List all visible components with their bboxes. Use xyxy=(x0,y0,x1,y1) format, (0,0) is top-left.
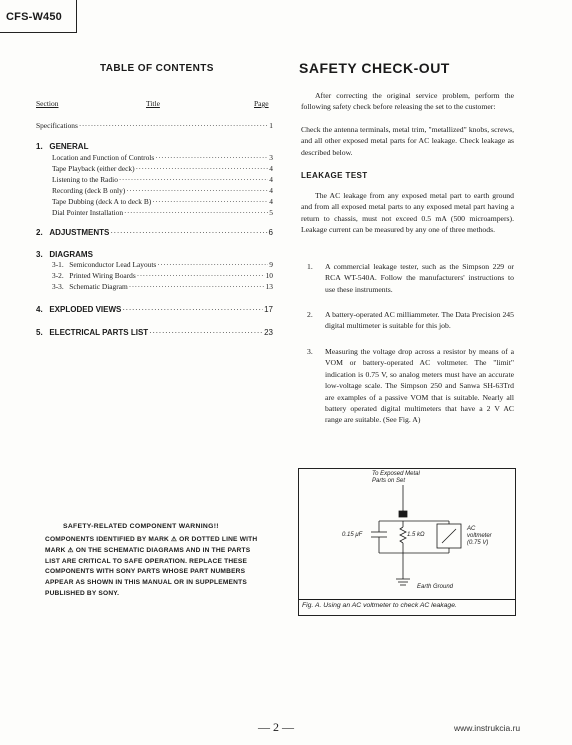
method-number: 2. xyxy=(307,310,313,319)
toc-entry-label: Dial Pointer Installation xyxy=(52,208,124,217)
resistor-label: 1.5 kΩ xyxy=(407,532,425,538)
method-text: A battery-operated AC milliammeter. The Data Precision 245 digital multimeter is suitable for this job. xyxy=(325,310,514,331)
toc-entry-page: 4 xyxy=(269,186,273,195)
toc-section-adjustments[interactable] xyxy=(36,227,273,238)
toc-entry-page: 3 xyxy=(269,153,273,162)
method-number: 3. xyxy=(307,347,313,356)
toc-entry-label: 3-3. Schematic Diagram xyxy=(52,282,128,291)
safety-warning-body: COMPONENTS IDENTIFIED BY MARK ⚠ OR DOTTED LINE WITH MARK ⚠ ON THE SCHEMATIC DIAGRAMS AND IN THE PARTS LIST ARE CRITICAL TO SAFE OPERATION. REPLACE THESE COMPONENTS WITH SONY PARTS WHOSE PART NUMBERS APPEAR AS SHOWN IN THIS MANUAL OR IN SUPPLEMENTS PUBLISHED BY SONY. xyxy=(45,536,258,597)
meter-label-3: (0.75 V) xyxy=(467,540,489,546)
toc-entry-label: Tape Dubbing (deck A to deck B) xyxy=(52,197,152,206)
toc-entry[interactable] xyxy=(52,259,273,270)
toc-entry[interactable] xyxy=(52,185,273,196)
toc-entry[interactable] xyxy=(52,207,273,218)
method-number: 1. xyxy=(307,262,313,271)
leakage-test-title: LEAKAGE TEST xyxy=(301,171,368,180)
toc-entry-page: 4 xyxy=(269,164,273,173)
toc-entry-page: 4 xyxy=(269,175,273,184)
toc-section-number: 5. xyxy=(36,328,43,337)
safety-intro: After correcting the original service problem, perform the following safety check before releasing the set to the customer: xyxy=(301,91,514,112)
toc-entry-specifications[interactable] xyxy=(36,120,273,131)
toc-title: TABLE OF CONTENTS xyxy=(100,63,214,74)
ground-label: Earth Ground xyxy=(417,584,454,590)
toc-entry-label: Specifications xyxy=(36,121,78,130)
figure-top-label-1: To Exposed Metal xyxy=(372,471,420,477)
method-text: A commercial leakage tester, such as the Simpson 229 or RCA WT-540A. Follow the manufacturers' instructions to use these instruments. xyxy=(325,262,514,294)
toc-entry-label: 3-2. Printed Wiring Boards xyxy=(52,271,136,280)
toc-entry[interactable] xyxy=(52,152,273,163)
figure-caption-divider xyxy=(299,599,515,600)
safety-warning-heading: SAFETY-RELATED COMPONENT WARNING!! xyxy=(63,523,219,530)
toc-section-title: GENERAL xyxy=(49,142,89,151)
meter-label-1: AC xyxy=(467,526,476,532)
toc-entry[interactable] xyxy=(52,163,273,174)
meter-label-2: voltmeter xyxy=(467,533,492,539)
toc-section-exploded-views[interactable] xyxy=(36,304,273,315)
toc-section-number: 3. xyxy=(36,250,43,259)
toc-entry-label: Listening to the Radio xyxy=(52,175,118,184)
toc-entry-label: Recording (deck B only) xyxy=(52,186,126,195)
toc-entry-page: 13 xyxy=(265,282,273,291)
toc-entry-page: 23 xyxy=(264,328,273,337)
capacitor-label: 0.15 μF xyxy=(342,532,363,538)
toc-section-number: 2. xyxy=(36,228,43,237)
toc-entry[interactable] xyxy=(52,196,273,207)
model-number: CFS-W450 xyxy=(6,11,62,23)
toc-entry[interactable] xyxy=(52,174,273,185)
safety-checkout-title: SAFETY CHECK-OUT xyxy=(299,60,450,76)
toc-entry-label: 3-1. Semiconductor Lead Layouts xyxy=(52,260,157,269)
toc-section-title: DIAGRAMS xyxy=(49,250,93,259)
figure-caption: Fig. A. Using an AC voltmeter to check AC leakage. xyxy=(302,602,457,609)
toc-entry[interactable] xyxy=(52,270,273,281)
toc-entry-page: 5 xyxy=(269,208,273,217)
toc-entry[interactable] xyxy=(52,281,273,292)
figure-a-box xyxy=(298,468,516,616)
toc-col-page: Page xyxy=(254,99,269,108)
safety-intro-2: Check the antenna terminals, metal trim, "metallized" knobs, screws, and all other exposed metal parts for AC leakage. Check leakage as described below. xyxy=(301,125,514,157)
toc-entry-page: 1 xyxy=(269,121,273,130)
toc-col-title: Title xyxy=(146,99,160,108)
toc-entry-page: 9 xyxy=(269,260,273,269)
toc-entry-label: Tape Playback (either deck) xyxy=(52,164,135,173)
toc-entry-page: 10 xyxy=(265,271,273,280)
watermark-url: www.instrukcia.ru xyxy=(454,723,521,733)
toc-section-title: ADJUSTMENTS xyxy=(49,228,110,237)
method-text: Measuring the voltage drop across a resistor by means of a VOM or battery-operated AC voltmeter. The "limit" indication is 0.75 V, so analog meters must have an accurate low-voltage scale. The Simpson 250 and Sanwa SH-63Trd are examples of a passive VOM that is suitable. Nearly all battery operated digital multimeters that have a 2 V AC range are suitable. (See Fig. A) xyxy=(325,347,514,425)
toc-section-title: EXPLODED VIEWS xyxy=(49,305,122,314)
toc-entry-page: 4 xyxy=(269,197,273,206)
toc-entry-label: Location and Function of Controls xyxy=(52,153,155,162)
leakage-test-body: The AC leakage from any exposed metal part to earth ground and from all exposed metal parts to any exposed metal part having a return to chassis, must not exceed 0.5 mA (500 microampers). Leakage current can be measured by any one of three methods. xyxy=(301,191,514,235)
toc-section-number: 4. xyxy=(36,305,43,314)
toc-entry-page: 6 xyxy=(268,228,273,237)
toc-section-electrical-parts-list[interactable] xyxy=(36,327,273,338)
toc-col-section: Section xyxy=(36,99,59,108)
figure-top-label-2: Parts on Set xyxy=(372,478,406,484)
toc-section-number: 1. xyxy=(36,142,43,151)
toc-section-diagrams[interactable] xyxy=(36,250,93,259)
toc-entry-page: 17 xyxy=(264,305,273,314)
page-number: — 2 — xyxy=(258,720,294,734)
toc-section-title: ELECTRICAL PARTS LIST xyxy=(49,328,149,337)
toc-section-general[interactable] xyxy=(36,142,88,151)
